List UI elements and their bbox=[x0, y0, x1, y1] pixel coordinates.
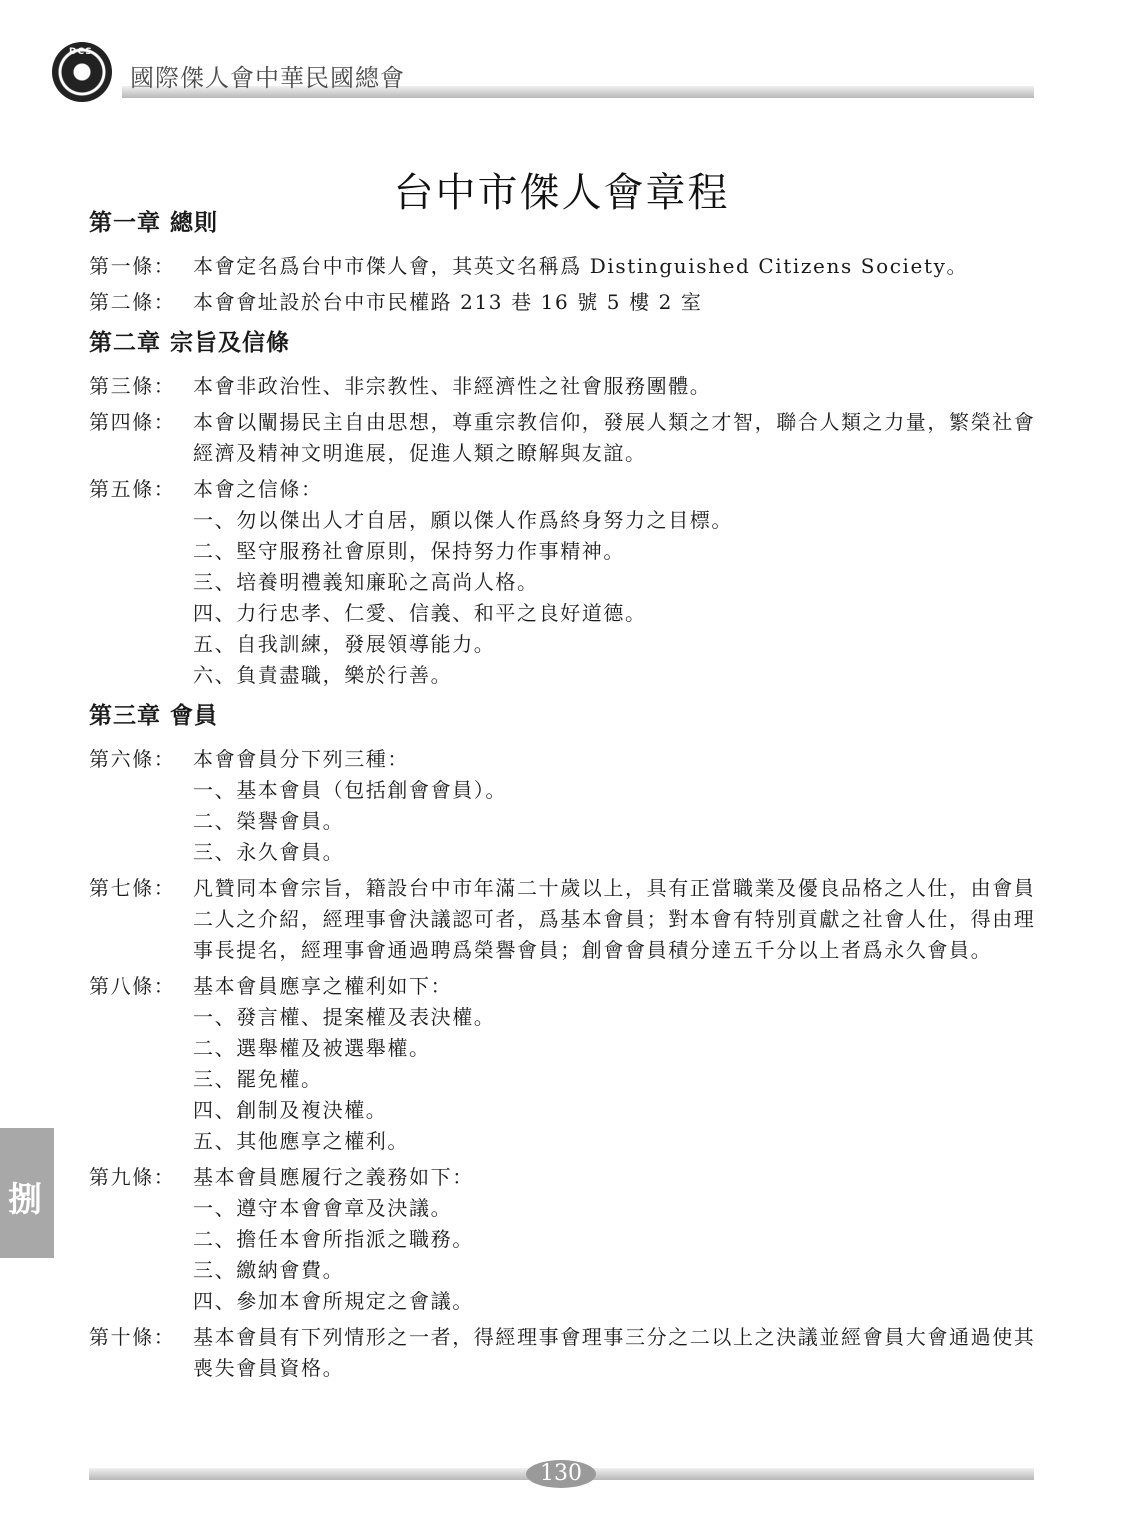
article-line: 本會會址設於台中市民權路 213 巷 16 號 5 樓 2 室 bbox=[193, 290, 703, 314]
article-text bbox=[193, 251, 1039, 282]
article bbox=[89, 1162, 1039, 1317]
article-text bbox=[193, 873, 1039, 966]
dcs-logo-icon bbox=[52, 42, 112, 102]
article-line: 五、自我訓練，發展領導能力。 bbox=[193, 632, 496, 656]
chapter-heading: 第二章 宗旨及信條 bbox=[89, 330, 291, 356]
article-text bbox=[193, 371, 1039, 402]
article-label: 第六條： bbox=[89, 747, 176, 771]
article-line: 二、榮譽會員。 bbox=[193, 809, 345, 833]
chapter-heading: 第一章 總則 bbox=[89, 210, 219, 236]
article-line: 本會以闡揚民主自由思想，尊重宗教信仰，發展人類之才智，聯合人類之力量，繁榮社會經濟及精神文明進展，促進人類之瞭解與友誼。 bbox=[193, 410, 1036, 465]
article bbox=[89, 287, 1039, 318]
article bbox=[89, 744, 1039, 868]
section-tab-label: 捌 bbox=[8, 1180, 42, 1220]
article-line: 一、發言權、提案權及表決權。 bbox=[193, 1005, 496, 1029]
page-header bbox=[52, 42, 1034, 104]
page-number: 130 bbox=[526, 1460, 596, 1488]
article-line: 本會會員分下列三種： bbox=[193, 747, 409, 771]
organization-title: 國際傑人會中華民國總會 bbox=[130, 64, 405, 92]
article-line: 四、參加本會所規定之會議。 bbox=[193, 1289, 474, 1313]
article bbox=[89, 1322, 1039, 1384]
article bbox=[89, 371, 1039, 402]
article-line: 基本會員應履行之義務如下： bbox=[193, 1165, 474, 1189]
article-text bbox=[193, 1162, 1039, 1317]
article-text bbox=[193, 287, 1039, 318]
article bbox=[89, 251, 1039, 282]
article-line: 二、堅守服務社會原則，保持努力作事精神。 bbox=[193, 539, 625, 563]
article-line: 四、力行忠孝、仁愛、信義、和平之良好道德。 bbox=[193, 601, 647, 625]
article-text bbox=[193, 407, 1039, 469]
article-line: 本會定名爲台中市傑人會，其英文名稱爲 Distinguished Citizens Society。 bbox=[193, 254, 969, 278]
article-label: 第十條： bbox=[89, 1325, 176, 1349]
article-text bbox=[193, 474, 1039, 691]
article bbox=[89, 407, 1039, 469]
article-line: 二、擔任本會所指派之職務。 bbox=[193, 1227, 474, 1251]
article-line: 基本會員有下列情形之一者，得經理事會理事三分之二以上之決議並經會員大會通過使其喪失會員資格。 bbox=[193, 1325, 1036, 1380]
article-line: 三、培養明禮義知廉恥之高尚人格。 bbox=[193, 570, 539, 594]
article-line: 一、基本會員（包括創會會員）。 bbox=[193, 778, 507, 802]
article-label: 第二條： bbox=[89, 290, 176, 314]
article-label: 第四條： bbox=[89, 410, 176, 434]
document-body bbox=[89, 198, 1039, 1389]
article-line: 四、創制及複決權。 bbox=[193, 1098, 388, 1122]
article-label: 第七條： bbox=[89, 876, 176, 900]
article-text bbox=[193, 744, 1039, 868]
article-line: 三、永久會員。 bbox=[193, 840, 345, 864]
article-line: 一、遵守本會會章及決議。 bbox=[193, 1196, 453, 1220]
article-label: 第一條： bbox=[89, 254, 176, 278]
article bbox=[89, 873, 1039, 966]
document-title: 台中市傑人會章程 bbox=[393, 169, 730, 216]
article-label: 第八條： bbox=[89, 974, 176, 998]
chapter-heading: 第三章 會員 bbox=[89, 703, 219, 729]
article-line: 二、選舉權及被選舉權。 bbox=[193, 1036, 431, 1060]
article-text bbox=[193, 971, 1039, 1157]
article-line: 基本會員應享之權利如下： bbox=[193, 974, 453, 998]
article-line: 本會之信條： bbox=[193, 477, 323, 501]
article-text bbox=[193, 1322, 1039, 1384]
article-line: 凡贊同本會宗旨，籍設台中市年滿二十歲以上，具有正當職業及優良品格之人仕，由會員二人之介紹，經理事會決議認可者，爲基本會員；對本會有特別貢獻之社會人仕，得由理事長提名，經理事會通過聘爲榮譽會員；創會會員積分達五千分以上者爲永久會員。 bbox=[193, 876, 1036, 962]
article-label: 第三條： bbox=[89, 374, 176, 398]
article-label: 第五條： bbox=[89, 477, 176, 501]
article bbox=[89, 971, 1039, 1157]
article-line: 六、負責盡職，樂於行善。 bbox=[193, 663, 453, 687]
article-line: 三、罷免權。 bbox=[193, 1067, 323, 1091]
logo-text: DCS bbox=[69, 47, 93, 57]
article-line: 五、其他應享之權利。 bbox=[193, 1129, 409, 1153]
article-line: 三、繳納會費。 bbox=[193, 1258, 345, 1282]
article-label: 第九條： bbox=[89, 1165, 176, 1189]
article-line: 一、勿以傑出人才自居，願以傑人作爲終身努力之目標。 bbox=[193, 508, 733, 532]
section-tab bbox=[0, 1128, 54, 1258]
article bbox=[89, 474, 1039, 691]
article-line: 本會非政治性、非宗教性、非經濟性之社會服務團體。 bbox=[193, 374, 712, 398]
